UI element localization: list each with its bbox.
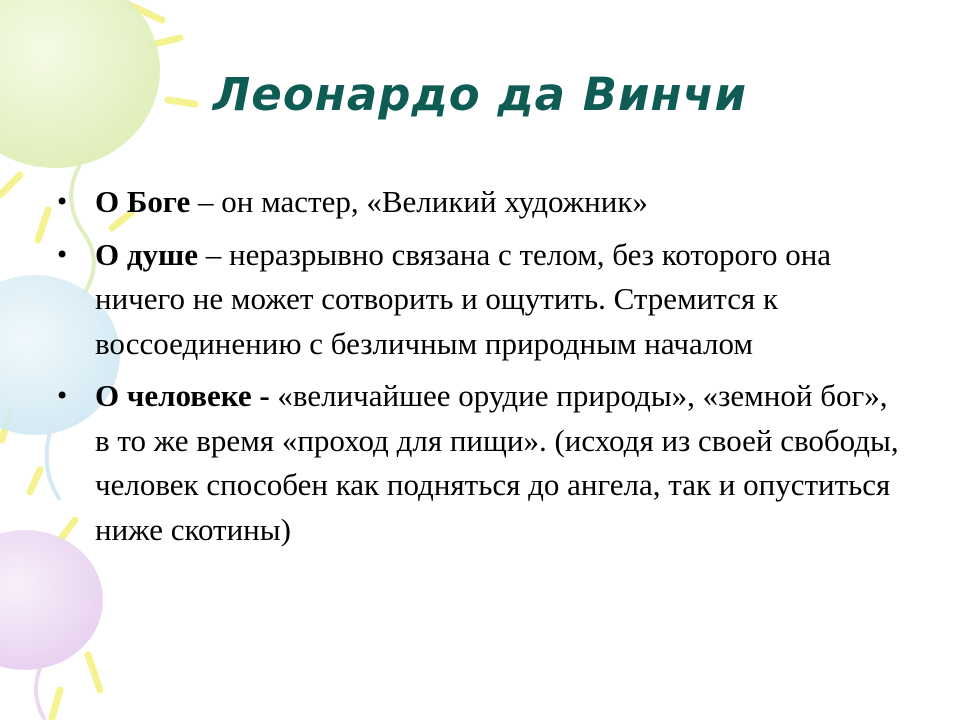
bullet-term: О Боге [95, 184, 191, 219]
bullet-item-human [55, 374, 905, 552]
slide-title: Леонардо да Винчи [212, 68, 748, 121]
bullet-item-soul [55, 233, 905, 367]
bullet-icon: • [55, 240, 70, 269]
bullet-text: – он мастер, «Великий художник» [190, 184, 648, 219]
bullet-text: «величайшее орудие природы», «земной бог», в то же время «проход для пищи». (исходя из своей свободы, человек способен как подняться до ангела, так и опуститься ниже скотины) [95, 378, 899, 547]
bullet-term: О человеке - [95, 378, 270, 413]
bullet-icon: • [55, 382, 70, 410]
bullet-item-god [55, 180, 905, 225]
bullet-text: – неразрывно связана с телом, без которого она ничего не может сотворить и ощутить. Стремится к воссоединению с безличным природным началом [95, 236, 832, 361]
bullet-term: О душе [95, 236, 198, 272]
bullet-list [55, 180, 905, 560]
bullet-icon: • [55, 188, 70, 216]
